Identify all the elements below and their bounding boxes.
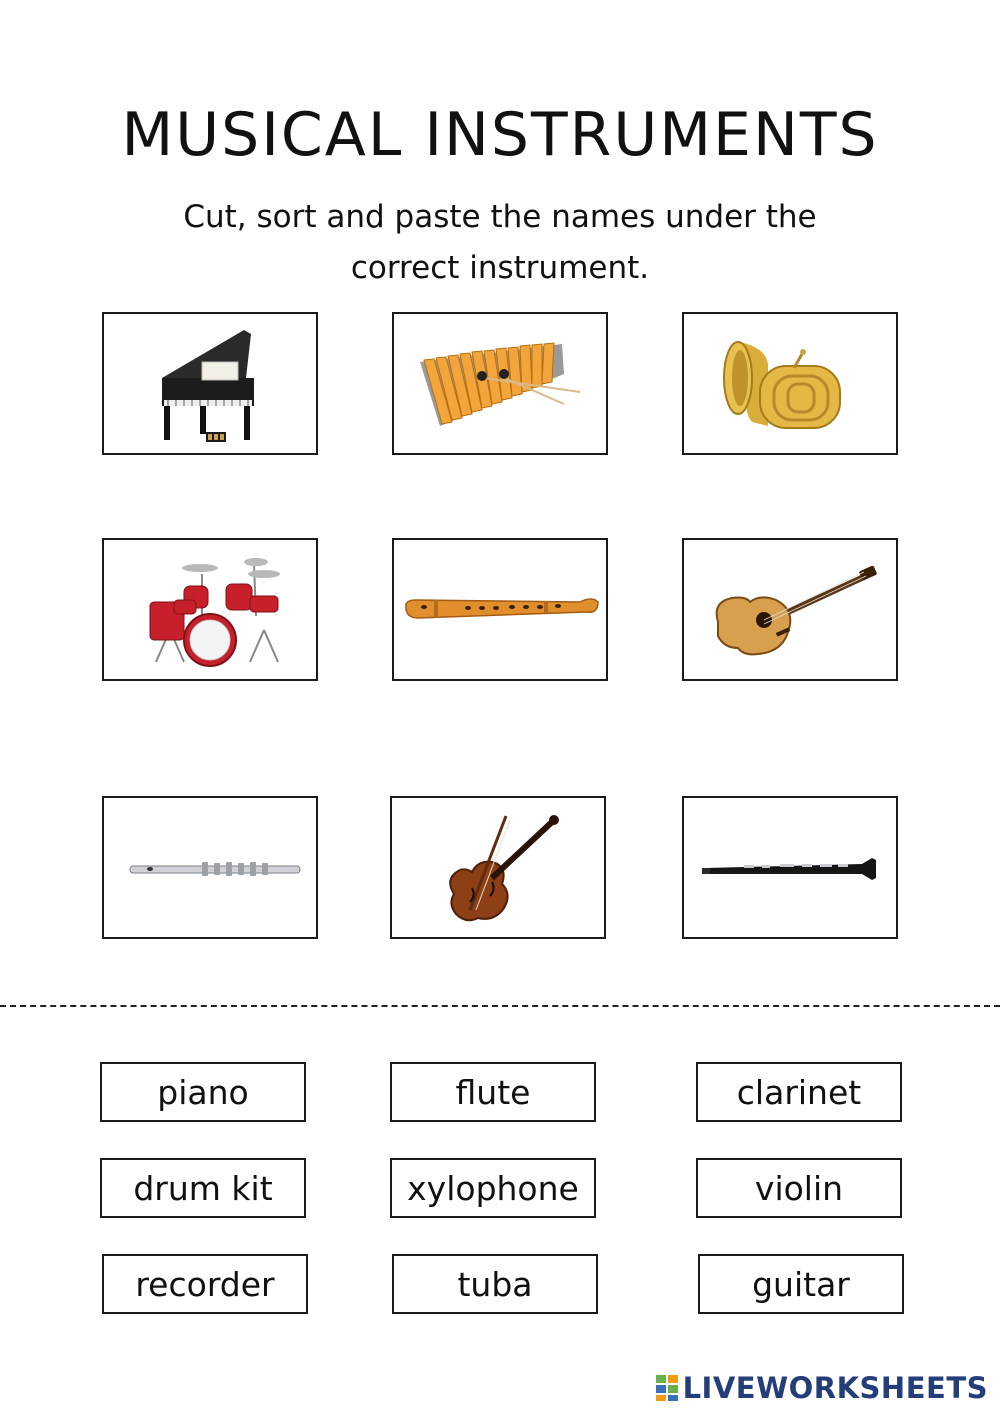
picture-card-tuba[interactable] <box>682 312 898 455</box>
recorder-icon <box>394 540 606 679</box>
word-card-guitar[interactable]: guitar <box>698 1254 904 1314</box>
instructions <box>0 192 1000 294</box>
word-card-tuba[interactable]: tuba <box>392 1254 598 1314</box>
liveworksheets-logo[interactable] <box>655 1370 988 1406</box>
picture-card-recorder[interactable] <box>392 538 608 681</box>
instruction-line-2: correct instrument. <box>350 250 650 286</box>
word-card-recorder[interactable]: recorder <box>102 1254 308 1314</box>
tuba-icon <box>684 314 896 453</box>
instruction-line-1: Cut, sort and paste the names under the <box>183 199 817 235</box>
cut-line <box>0 1005 1000 1007</box>
drum-kit-icon <box>104 540 316 679</box>
picture-card-violin[interactable] <box>390 796 606 939</box>
picture-card-guitar[interactable] <box>682 538 898 681</box>
clarinet-icon <box>684 798 896 937</box>
flute-icon <box>104 798 316 937</box>
word-card-clarinet[interactable]: clarinet <box>696 1062 902 1122</box>
acoustic-guitar-icon <box>684 540 896 679</box>
liveworksheets-logo-icon <box>655 1373 679 1403</box>
picture-card-drum-kit[interactable] <box>102 538 318 681</box>
word-card-violin[interactable]: violin <box>696 1158 902 1218</box>
word-card-flute[interactable]: flute <box>390 1062 596 1122</box>
brand-name: LIVEWORKSHEETS <box>682 1371 988 1405</box>
page-title: MUSICAL INSTRUMENTS <box>121 100 879 170</box>
picture-card-flute[interactable] <box>102 796 318 939</box>
violin-icon <box>392 798 604 937</box>
word-card-xylophone[interactable]: xylophone <box>390 1158 596 1218</box>
picture-card-clarinet[interactable] <box>682 796 898 939</box>
picture-card-xylophone[interactable] <box>392 312 608 455</box>
xylophone-icon <box>394 314 606 453</box>
word-card-piano[interactable]: piano <box>100 1062 306 1122</box>
word-card-drum-kit[interactable]: drum kit <box>100 1158 306 1218</box>
grand-piano-icon <box>104 314 316 453</box>
picture-card-piano[interactable] <box>102 312 318 455</box>
